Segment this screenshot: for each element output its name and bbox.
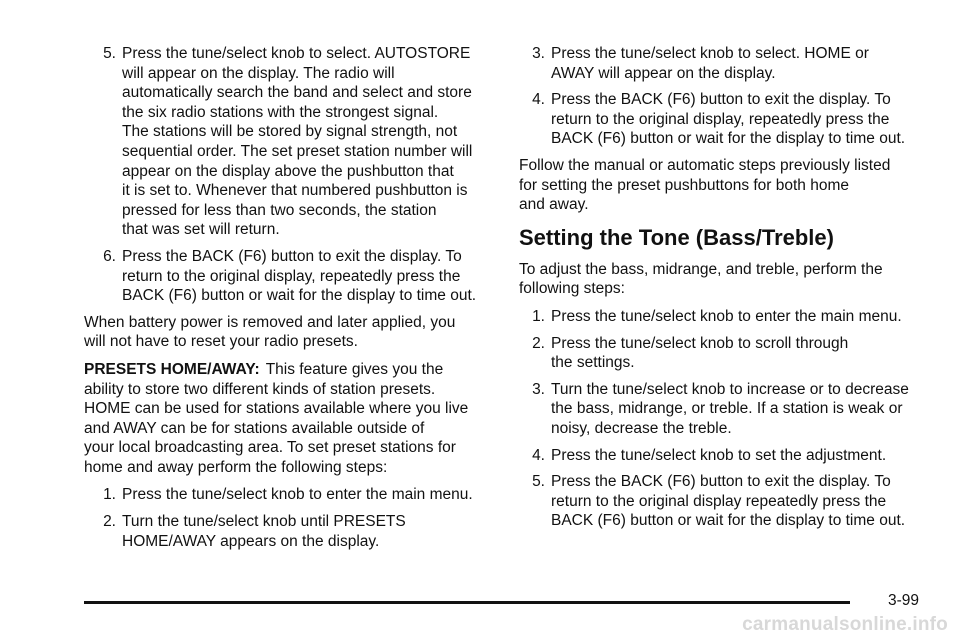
battery-paragraph: When battery power is removed and later applied, you will not have to reset your radio presets. bbox=[84, 313, 456, 351]
list-item bbox=[519, 90, 929, 149]
step-number: 3. bbox=[532, 380, 545, 398]
steps-tone bbox=[519, 307, 929, 531]
list-item bbox=[519, 334, 929, 373]
left-column bbox=[84, 44, 494, 558]
step-number: 6. bbox=[103, 247, 116, 265]
step-number: 4. bbox=[532, 446, 545, 464]
step-number: 1. bbox=[103, 486, 116, 504]
presets-lead: PRESETS HOME/AWAY: bbox=[84, 360, 260, 378]
list-item bbox=[519, 44, 929, 83]
right-column bbox=[519, 44, 929, 538]
step-number: 1. bbox=[532, 307, 545, 325]
presets-paragraph bbox=[84, 360, 494, 478]
tone-intro: To adjust the bass, midrange, and treble, perform the following steps: bbox=[519, 260, 883, 298]
list-item bbox=[90, 512, 494, 551]
step-number: 4. bbox=[532, 91, 545, 109]
list-item bbox=[90, 247, 494, 306]
step-text: Press the tune/select knob to enter the main menu. bbox=[122, 486, 473, 504]
step-text: Press the BACK (F6) button to exit the display. To return to the original display repeatedly press the BACK (F6) button or wait for the display to time out. bbox=[551, 473, 906, 530]
section-heading: Setting the Tone (Bass/Treble) bbox=[519, 224, 834, 250]
step-number: 5. bbox=[103, 45, 116, 62]
step-text: Press the tune/select knob to scroll through the settings. bbox=[551, 334, 849, 372]
list-item bbox=[90, 44, 494, 240]
list-item bbox=[519, 446, 929, 466]
follow-paragraph: Follow the manual or automatic steps previously listed for setting the preset pushbuttons for both home and away. bbox=[519, 156, 891, 214]
list-item bbox=[90, 485, 494, 505]
presets-text: This feature gives you the ability to store two different kinds of station presets. HOME can be used for stations available where you live and AWAY can be for stations available outside of your local broadcasting area. To set preset stations for home and away perform the following steps: bbox=[84, 360, 469, 476]
steps-top bbox=[84, 44, 494, 306]
steps-presets bbox=[84, 485, 494, 551]
step-text: Turn the tune/select knob to increase or to decrease the bass, midrange, or treble. If a station is weak or noisy, decrease the treble. bbox=[551, 380, 909, 437]
step-text: Turn the tune/select knob until PRESETS HOME/AWAY appears on the display. bbox=[122, 513, 406, 550]
step-number: 2. bbox=[103, 513, 116, 531]
watermark: carmanualsonline.info bbox=[742, 614, 948, 635]
steps-presets-cont bbox=[519, 44, 929, 149]
list-item bbox=[519, 307, 929, 327]
step-text: Press the BACK (F6) button to exit the display. To return to the original display, repeatedly press the BACK (F6) button or wait for the display to time out. bbox=[551, 91, 906, 148]
step-number: 5. bbox=[532, 473, 545, 491]
step-text: Press the tune/select knob to select. HOME or AWAY will appear on the display. bbox=[551, 45, 869, 82]
list-item bbox=[519, 472, 929, 531]
step-text: Press the tune/select knob to set the adjustment. bbox=[551, 446, 887, 464]
list-item bbox=[519, 380, 929, 439]
footer-rule bbox=[84, 601, 850, 604]
step-number: 2. bbox=[532, 334, 545, 352]
step-text: Press the tune/select knob to enter the main menu. bbox=[551, 307, 902, 325]
step-text: Press the BACK (F6) button to exit the display. To return to the original display, repeatedly press the BACK (F6) button or wait for the display to time out. bbox=[122, 247, 477, 305]
step-number: 3. bbox=[532, 45, 545, 62]
page-number: 3-99 bbox=[888, 592, 920, 609]
step-text: Press the tune/select knob to select. AUTOSTORE will appear on the display. The radio will automatically search the band and select and store the six radio stations with the strongest signal. The stations will be stored by signal strength, not sequential order. The set preset station number will appear on the display above the pushbutton that it is set to. Whenever that numbered pushbutton is pressed for less than two seconds, the station that was set will return. bbox=[122, 45, 473, 239]
